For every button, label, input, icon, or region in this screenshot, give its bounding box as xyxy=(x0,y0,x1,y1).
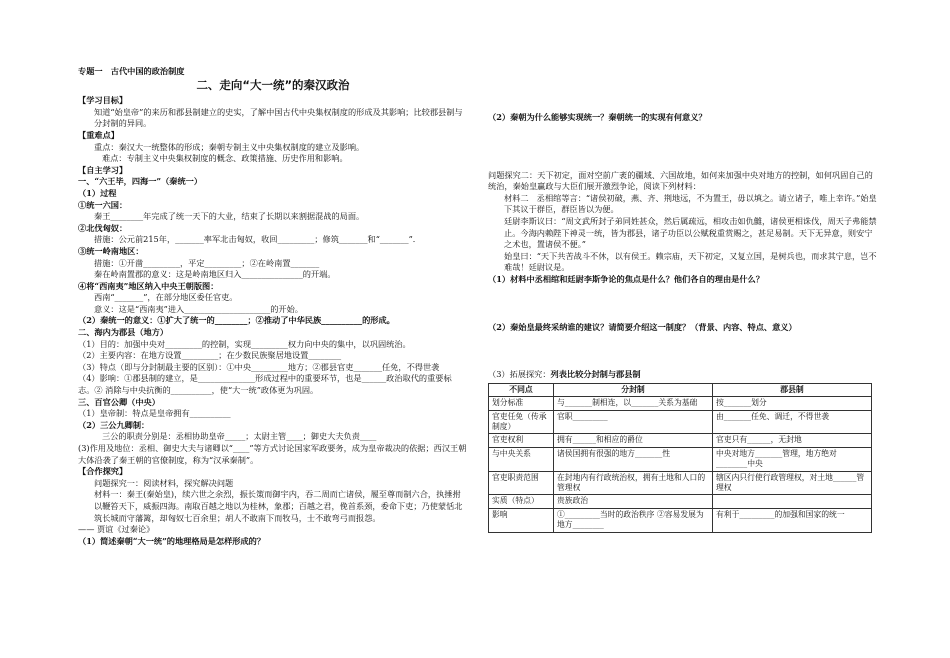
table-cell: 在封地内有行政统治权，拥有土地和人口的管理权 xyxy=(554,471,713,495)
text-line: 三、百官公卿（中央） xyxy=(78,396,160,407)
table-cell: 实质（特点） xyxy=(489,495,554,508)
table-row xyxy=(489,447,872,471)
text-line: （1）材料中丞相绾和廷尉李斯争论的焦点是什么？他们各自的理由是什么？ xyxy=(488,273,764,284)
text-line: ②北伐匈奴： xyxy=(78,222,128,233)
text-line: ③统一岭南地区： xyxy=(78,245,144,256)
table-cell: ①_________当时的政治秩序 ②容易发展为地方________ xyxy=(554,508,713,532)
text-line: ④将“西南夷”地区纳入中央王朝版图： xyxy=(78,280,219,291)
text-line: 材料二 丞相绾等言：“诸侯初破，燕、齐、荆地远，不为置王，毋以填之。请立诸子，唯上幸许。”始皇下其议于群臣，群臣皆以为便。 xyxy=(504,192,877,215)
table-cell: 与中央关系 xyxy=(489,447,554,471)
table-cell: 拥有______和相应的爵位 xyxy=(554,434,713,447)
right-column xyxy=(488,112,878,533)
text-line: 材料一：秦王(秦始皇)，续六世之余烈，振长策而御宇内，吞二周而亡诸侯，履至尊而制六合，执捶拊以鞭笞天下，威振四海。南取百越之地以为桂林，象郡；百越之君，俛首系颈，委命下吏；乃使蒙恬北筑长城而守藩篱，却匈奴七百余里；胡人不敢南下而牧马，士不敢弯弓而报怨。 xyxy=(94,489,463,523)
table-cell: 贵族政治 xyxy=(554,495,713,508)
text-line: （1）目的：加强中央对_________的控制，实现_________权力向中央的集中，以巩固统治。 xyxy=(78,338,411,349)
text-line: （1）简述秦朝“大一统”的地理格局是怎样形成的？ xyxy=(78,535,266,546)
table-cell: 中央对地方_______管理，地方绝对________中央 xyxy=(713,447,872,471)
question-2: （2）秦始皇最终采纳谁的建议？请简要介绍这一制度？（背景、内容、特点、意义） xyxy=(488,321,797,332)
text-line: 二、海内为郡县（地方） xyxy=(78,327,169,338)
text-line: 问题探究一：阅读材料，探究解决问题 xyxy=(94,477,234,488)
text-line: 【合作探究】 xyxy=(78,466,128,477)
text-line: 问题探究二：天下初定，面对空前广袤的疆域、六国故地，如何来加强中央对地方的控制，如何巩固自己的统治，秦始皇赢政与大臣们展开激烈争论，阅读下列材料： xyxy=(488,169,873,192)
table-caption-prefix: （3）拓展探究： xyxy=(488,369,551,380)
table-row xyxy=(489,471,872,495)
table-header-row xyxy=(489,383,872,396)
table-header-cell: 郡县制 xyxy=(713,383,872,396)
table-cell: 有利于_________的加强和国家的统一 xyxy=(713,508,872,532)
table-cell: 官职_________ xyxy=(554,410,713,434)
text-line: 秦王________年完成了统一天下的大业，结束了长期以来割据混战的局面。 xyxy=(94,211,365,222)
table-cell: 划分标准 xyxy=(489,397,554,410)
text-line: （3）特点（即与分封制最主要的区别）：①中央_________地方；②郡县官吏_______任免，不得世袭 xyxy=(78,361,440,372)
table-header-cell: 不同点 xyxy=(489,383,554,396)
table-cell: 辖区内只行使行政管理权，对土地______管理权 xyxy=(713,471,872,495)
table-cell: 官吏任免（传承制度） xyxy=(489,410,554,434)
table-row xyxy=(489,434,872,447)
text-line: 措施：公元前215年，_______率军北击匈奴，收回_________；修筑_______和“_______”． xyxy=(94,234,421,245)
text-line: （1）皇帝制：特点是皇帝拥有__________ xyxy=(78,408,231,419)
text-line: 西南“_______”，在部分地区委任官吏。 xyxy=(94,292,238,303)
table-caption xyxy=(488,369,878,381)
text-line: 【重难点】 xyxy=(78,129,119,140)
text-line: （1）过程 xyxy=(78,187,117,198)
text-line: （2）主要内容：在地方设置_________；在少数民族聚居地设置________ xyxy=(78,350,342,361)
text-line: 知道“始皇帝”的来历和郡县制建立的史实，了解中国古代中央集权制度的形成及其影响；比较郡县制与分封制的异同。 xyxy=(94,106,463,129)
left-body xyxy=(78,95,468,547)
topic-heading: 专题一 古代中国的政治制度 xyxy=(78,66,185,76)
text-line: 一、“六王毕，四海一”（秦统一） xyxy=(78,176,203,187)
text-line: 措施：①开凿_________，平定_________；②在岭南置_______ xyxy=(94,257,320,268)
table-cell: 官吏只有______，无封地 xyxy=(713,434,872,447)
text-line: 始皇曰：“天下共苦战斗不休，以有侯王。赖宗庙，天下初定，又复立国，是树兵也，而求其宁息，岂不难哉！廷尉议是。 xyxy=(504,250,877,273)
table-row xyxy=(489,397,872,410)
right-top-section xyxy=(488,112,878,124)
text-line: （4）影响：①郡县制的建立，是______________形成过程中的重要环节，也是______政治取代的重要标志。② 消除与中央抗衡的__________，使“大一统”政体更为巩固。 xyxy=(78,373,452,396)
text-line: 三公的职责分别是：丞相协助皇帝_____；太尉主管____；御史大夫负责____ xyxy=(102,431,377,442)
page-title: 二、走向“大一统”的秦汉政治 xyxy=(196,77,350,92)
text-line: 秦在岭南置郡的意义：这是岭南地区归入_______________的开端。 xyxy=(94,269,336,280)
answer-space xyxy=(488,333,878,369)
table-cell: 影响 xyxy=(489,508,554,532)
comparison-table xyxy=(488,383,872,533)
table-cell xyxy=(713,495,872,508)
table-body xyxy=(489,397,872,532)
table-cell: 由_______任免、调迁，不得世袭 xyxy=(713,410,872,434)
text-line: (3)作用及地位：丞相、御史大夫与诸卿以“____”等方式讨论国家军政要务，成为皇帝裁决的依据；西汉王朝大体沿袭了秦王朝的官僚制度，称为“汉承秦制”。 xyxy=(78,443,467,465)
answer-space xyxy=(488,286,878,322)
table-cell: 官吏职责范围 xyxy=(489,471,554,495)
text-line: 意义：这是“西南夷”进入_____________________的开始。 xyxy=(94,303,303,314)
text-line: 【自主学习】 xyxy=(78,164,128,175)
text-line: 重点：秦汉大一统整体的形成；秦朝专制主义中央集权制度的建立及影响。 xyxy=(94,141,365,152)
table-header-cell: 分封制 xyxy=(554,383,713,396)
table-cell: 与_______制相连，以_______关系为基础 xyxy=(554,397,713,410)
text-line: 廷尉李斯议曰：“周文武所封子弟同姓甚众，然后属疏远，相攻击如仇雠，诸侯更相诛伐，周天子弗能禁止。今海内赖陛下神灵一统，皆为郡县，诸子功臣以公赋税重赏赐之，甚足易制。天下无异意，则安宁之术也，置诸侯不便。” xyxy=(504,215,877,250)
table-row xyxy=(489,508,872,532)
table-caption-title: 列表比较分封制与郡县制 xyxy=(550,369,641,380)
right-mid-section xyxy=(488,170,878,286)
answer-space xyxy=(488,124,878,170)
table-cell: 诸侯国拥有很强的地方_______性 xyxy=(554,447,713,471)
text-line: —— 贾谊《过秦论》 xyxy=(78,524,155,535)
text-line: （2）三公九卿制： xyxy=(78,419,150,430)
text-line: （2）秦朝为什么能够实现统一？秦朝统一的实现有何意义？ xyxy=(488,112,707,122)
text-line: 难点：专制主义中央集权制度的概念、政策措施、历史作用和影响。 xyxy=(102,153,348,164)
text-line: ①统一六国： xyxy=(78,199,128,210)
table-cell: 官吏权利 xyxy=(489,434,554,447)
left-column xyxy=(78,66,468,547)
text-line: （2）秦统一的意义：①扩大了统一的________；②推动了中华民族__________的形成。 xyxy=(78,315,395,326)
table-row xyxy=(489,410,872,434)
text-line: 【学习目标】 xyxy=(78,95,128,106)
table-cell: 按_______划分 xyxy=(713,397,872,410)
table-row xyxy=(489,495,872,508)
